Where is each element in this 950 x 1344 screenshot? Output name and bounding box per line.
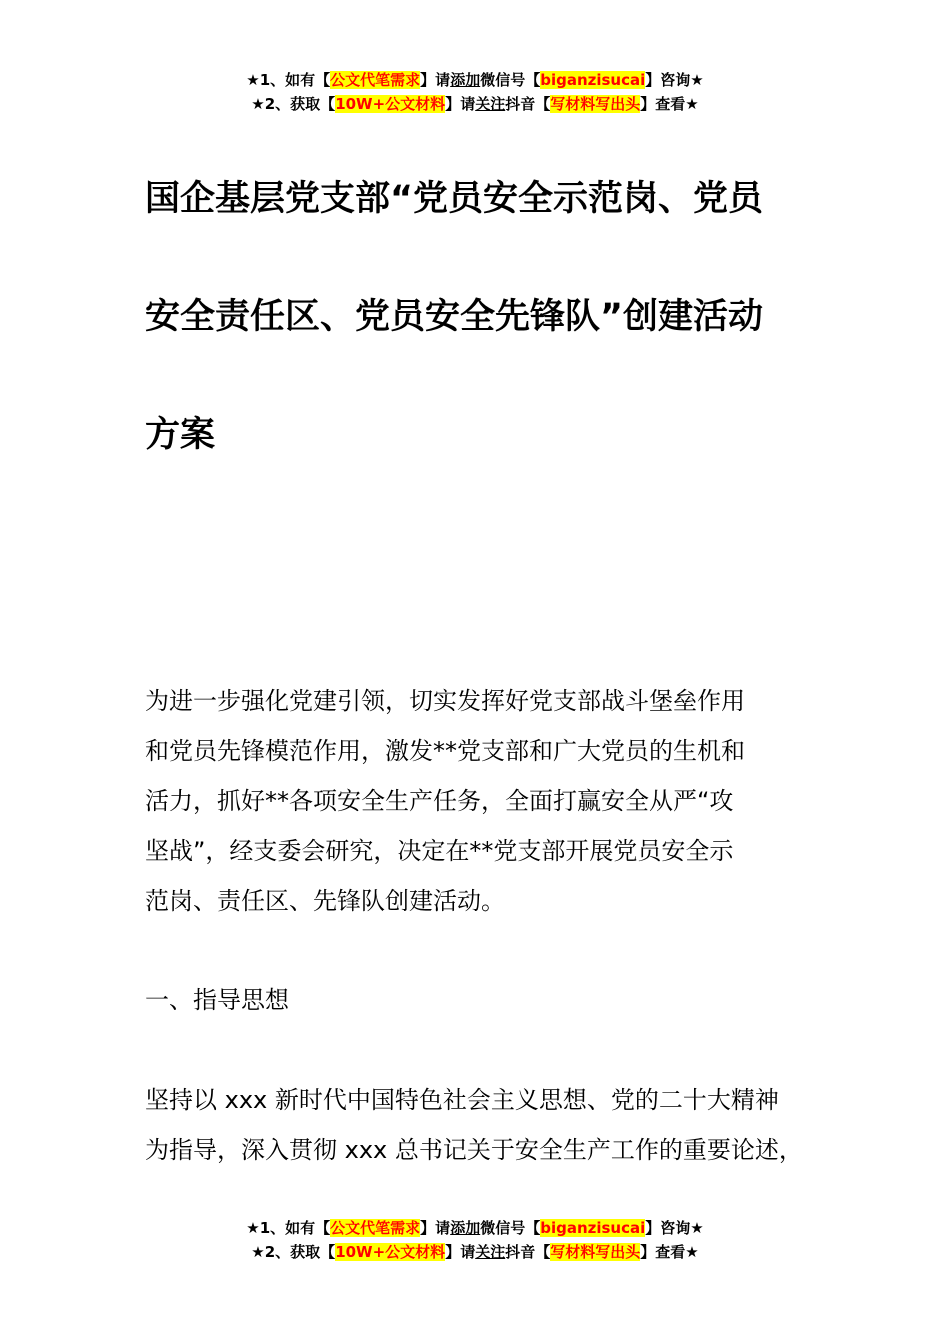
promo-text: 】请	[420, 71, 451, 89]
promo-text: 】请	[420, 1219, 451, 1237]
promo-text: ★1、如有【	[246, 1219, 331, 1237]
promo-text: 】咨询★	[645, 71, 704, 89]
paragraph-line: 坚战”，经支委会研究，决定在**党支部开展党员安全示	[145, 837, 734, 865]
promo-wechat-id: biganzisucai	[540, 71, 646, 89]
promo-text: 抖音【	[505, 95, 551, 113]
section-paragraph	[145, 1075, 815, 1175]
footer-promo-banner	[0, 1216, 950, 1264]
promo-line-1	[0, 68, 950, 92]
promo-emphasis: 关注	[475, 95, 506, 113]
promo-text: 】查看★	[640, 95, 699, 113]
promo-emphasis: 添加	[450, 71, 481, 89]
paragraph-line: 活力，抓好**各项安全生产任务，全面打赢安全从严“攻	[145, 787, 734, 815]
paragraph-line: 为指导，深入贯彻 xxx 总书记关于安全生产工作的重要论述，	[145, 1136, 803, 1164]
section-heading-text: 一、指导思想	[145, 986, 289, 1014]
title-line: 安全责任区、党员安全先锋队”创建活动	[145, 297, 764, 337]
section-heading-guiding-ideology	[145, 975, 815, 1025]
title-line: 方案	[145, 415, 216, 455]
promo-emphasis: 关注	[475, 1243, 506, 1261]
promo-highlight: 10W+公文材料	[335, 95, 446, 113]
promo-line-1	[0, 1216, 950, 1240]
document-title	[145, 140, 815, 494]
promo-text: ★2、获取【	[251, 1243, 336, 1261]
promo-text: 】请	[445, 1243, 476, 1261]
promo-highlight: 公文代笔需求	[330, 1219, 421, 1237]
promo-douyin-id: 写材料写出头	[550, 95, 641, 113]
paragraph-line: 范岗、责任区、先锋队创建活动。	[145, 887, 505, 915]
promo-line-2	[0, 1240, 950, 1264]
promo-text: 】查看★	[640, 1243, 699, 1261]
promo-text: 抖音【	[505, 1243, 551, 1261]
promo-emphasis: 添加	[450, 1219, 481, 1237]
promo-highlight: 10W+公文材料	[335, 1243, 446, 1261]
title-line: 国企基层党支部“党员安全示范岗、党员	[145, 179, 764, 219]
intro-paragraph	[145, 676, 815, 926]
promo-text: 】咨询★	[645, 1219, 704, 1237]
paragraph-line: 坚持以 xxx 新时代中国特色社会主义思想、党的二十大精神	[145, 1086, 779, 1114]
promo-douyin-id: 写材料写出头	[550, 1243, 641, 1261]
promo-highlight: 公文代笔需求	[330, 71, 421, 89]
promo-text: 微信号【	[480, 1219, 541, 1237]
promo-wechat-id: biganzisucai	[540, 1219, 646, 1237]
promo-text: 微信号【	[480, 71, 541, 89]
promo-text: ★1、如有【	[246, 71, 331, 89]
promo-text: ★2、获取【	[251, 95, 336, 113]
paragraph-line: 和党员先锋模范作用，激发**党支部和广大党员的生机和	[145, 737, 745, 765]
promo-text: 】请	[445, 95, 476, 113]
paragraph-line: 为进一步强化党建引领，切实发挥好党支部战斗堡垒作用	[145, 687, 745, 715]
